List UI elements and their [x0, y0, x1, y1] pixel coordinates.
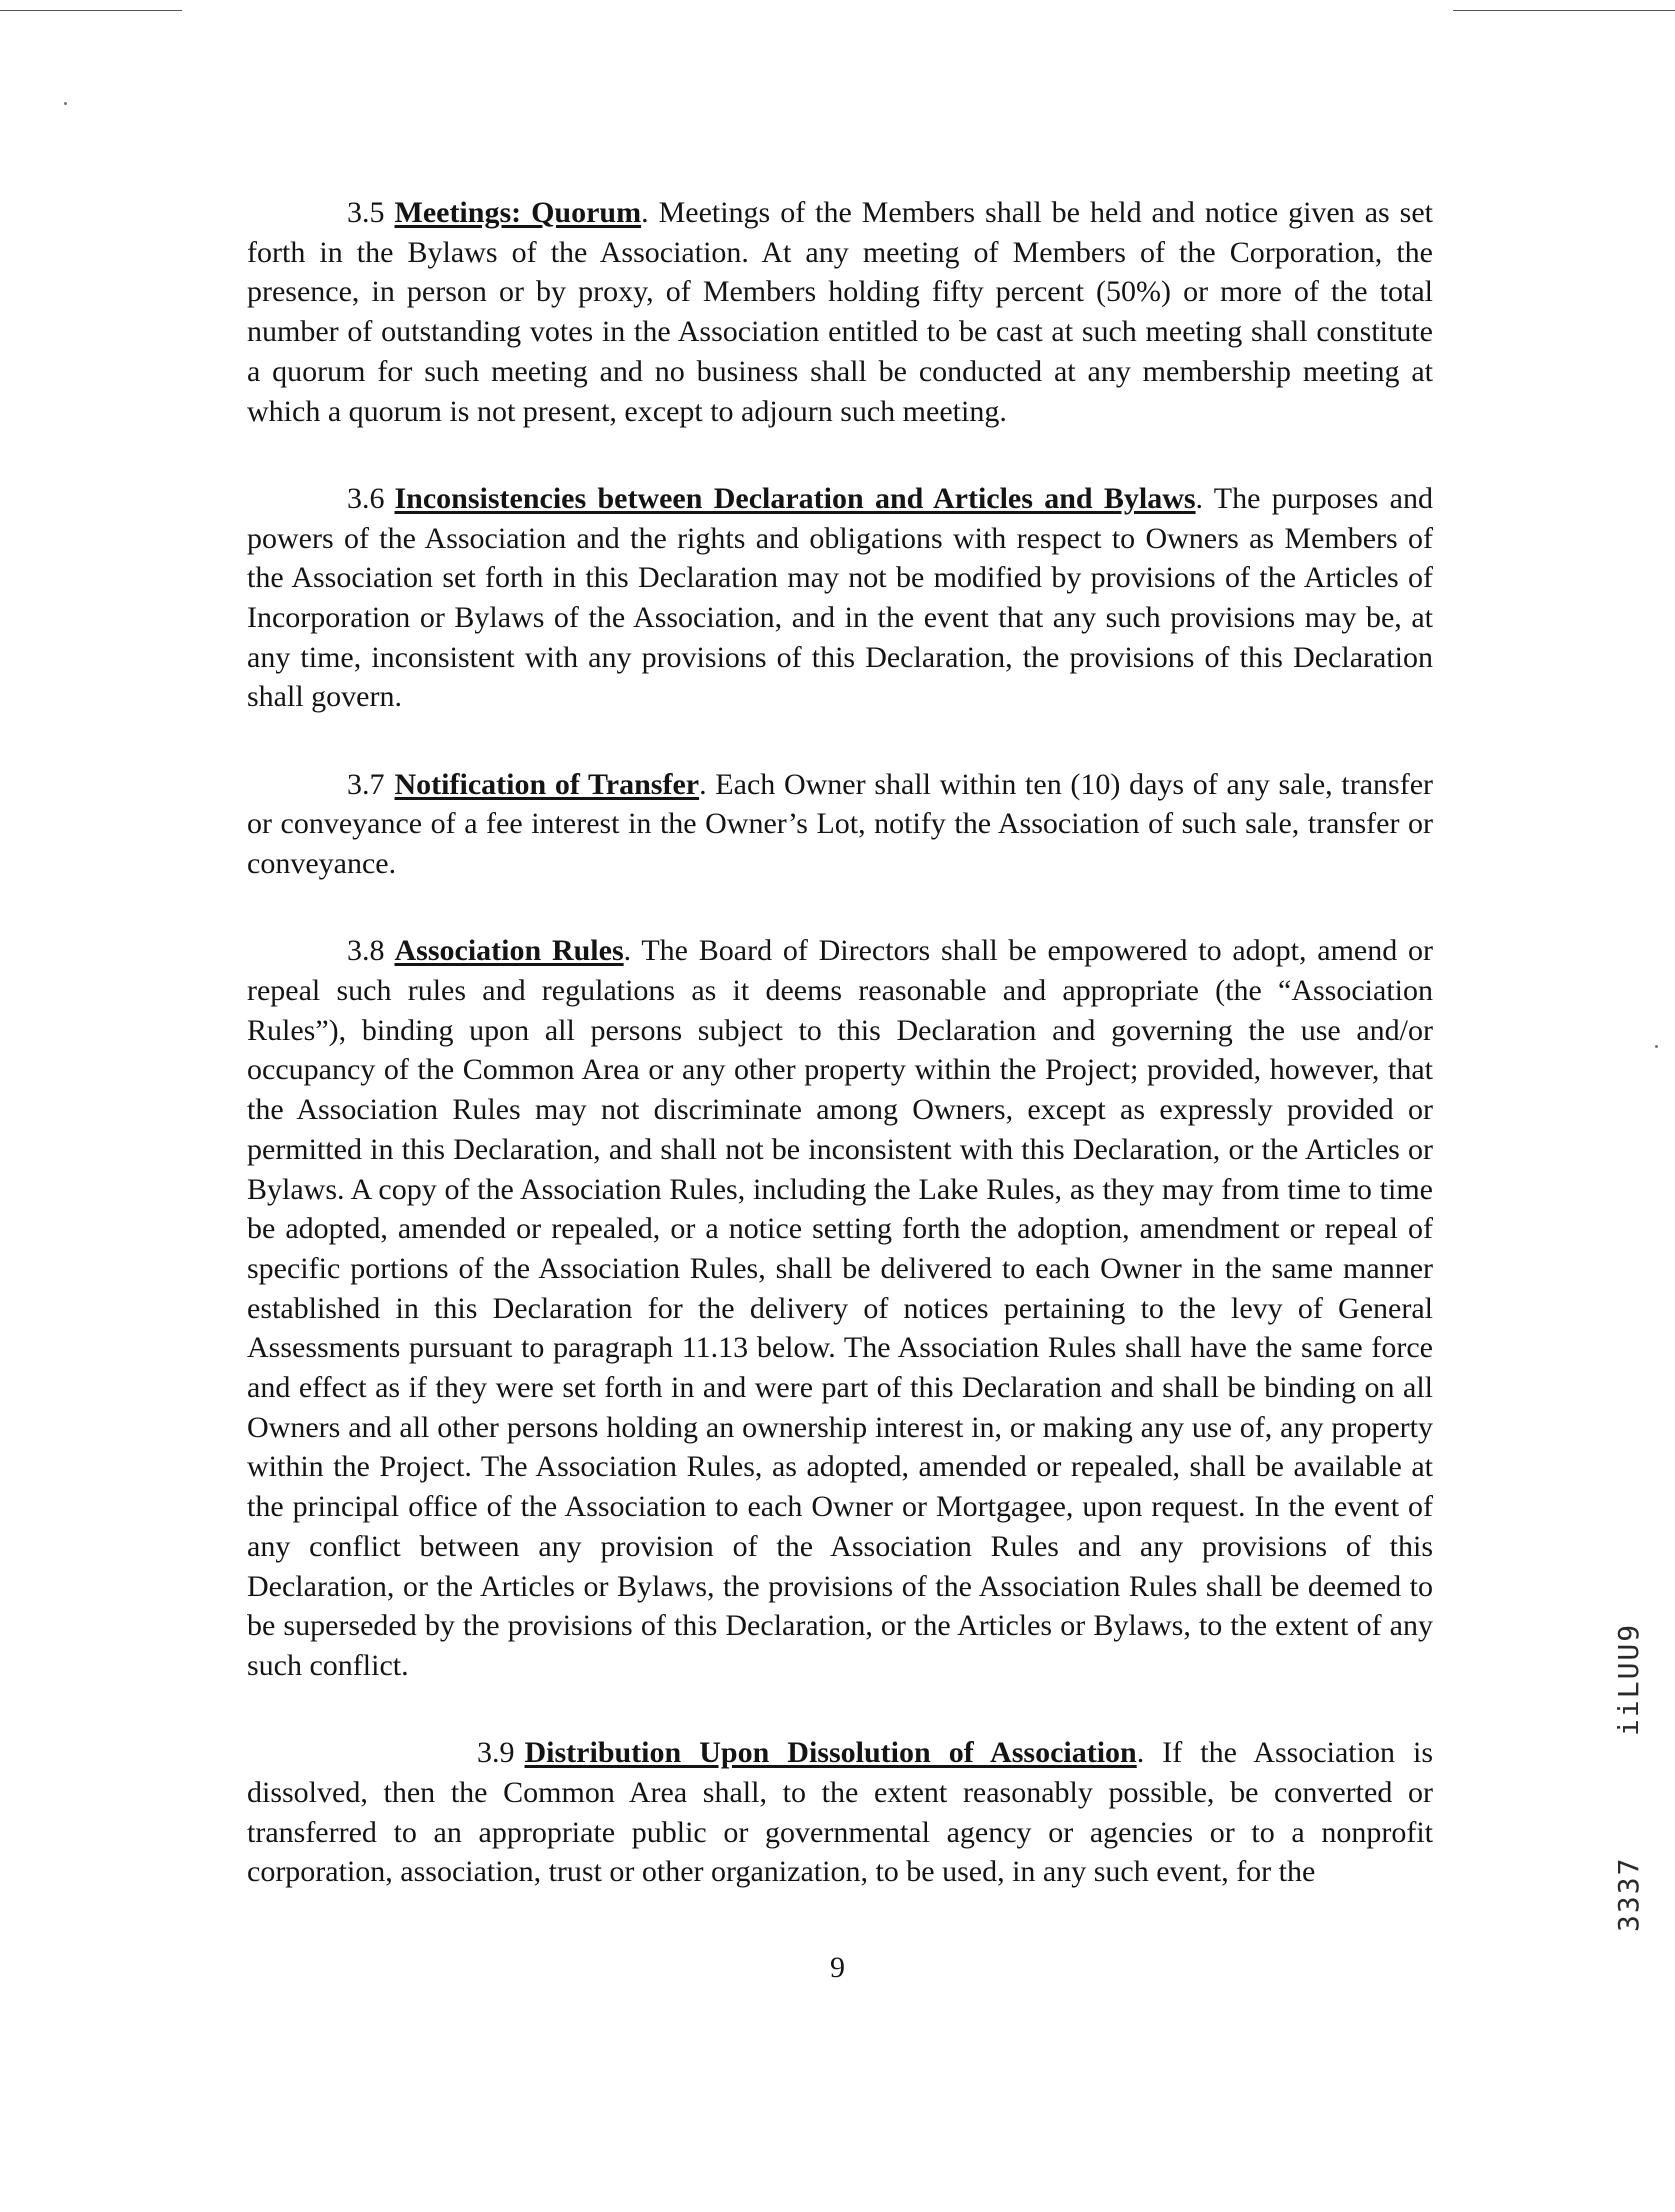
section-3-8	[247, 931, 1433, 1685]
section-3-7	[247, 765, 1433, 884]
section-body: . If the Association is dissolved, then the Common Area shall, to the extent reasonably possible, be converted or transferred to an appropriate public or governmental agency or agencies or to a nonprofit corporation, association, trust or other organization, to be used, in any such event, for the	[247, 1736, 1433, 1889]
scan-speck	[1655, 1045, 1658, 1048]
section-heading: Distribution Upon Dissolution of Association	[524, 1736, 1137, 1770]
section-body: . Each Owner shall within ten (10) days of any sale, transfer or conveyance of a fee interest in the Owner’s Lot, notify the Association of such sale, transfer or conveyance.	[247, 767, 1433, 881]
section-heading: Meetings: Quorum	[394, 196, 642, 229]
section-heading: Notification of Transfer	[394, 767, 700, 801]
section-body: . Meetings of the Members shall be held and notice given as set forth in the Bylaws of the Association. At any meeting of Members of the Corporation, the presence, in person or by proxy, of Members holding fifty percent (50%) or more of the total number of outstanding votes in the Association entitled to be cast at such meeting shall constitute a quorum for such meeting and no business shall be conducted at any membership meeting at which a quorum is not present, except to adjourn such meeting.	[247, 196, 1433, 428]
margin-stamp-lower: 3337	[1612, 1856, 1645, 1932]
scan-edge-line-left	[0, 10, 182, 11]
margin-stamp-upper: iiLUU9	[1612, 1622, 1645, 1736]
section-number: 3.5	[347, 196, 385, 229]
section-3-6	[247, 479, 1433, 717]
section-heading: Inconsistencies between Declaration and Articles and Bylaws	[394, 481, 1196, 515]
section-number: 3.7	[347, 767, 385, 801]
section-3-9	[247, 1733, 1433, 1892]
document-body	[247, 193, 1433, 1940]
section-3-5	[247, 193, 1433, 431]
page-number: 9	[830, 1951, 845, 1984]
section-heading: Association Rules	[394, 934, 624, 968]
section-body: . The Board of Directors shall be empowered to adopt, amend or repeal such rules and regulations as it deems reasonable and appropriate (the “Association Rules”), binding upon all persons subject to this Declaration and governing the use and/or occupancy of the Common Area or any other property within the Project; provided, however, that the Association Rules may not discriminate among Owners, except as expressly provided or permitted in this Declaration, and shall not be inconsistent with this Declaration, or the Articles or Bylaws. A copy of the Association Rules, including the Lake Rules, as they may from time to time be adopted, amended or repealed, or a notice setting forth the adoption, amendment or repeal of specific portions of the Association Rules, shall be delivered to each Owner in the same manner established in this Declaration for the delivery of notices pertaining to the levy of General Assessments pursuant to paragraph 11.13 below. The Association Rules shall have the same force and effect as if they were set forth in and were part of this Declaration and shall be binding on all Owners and all other persons holding an ownership interest in, or making any use of, any property within the Project. The Association Rules, as adopted, amended or repealed, shall be available at the principal office of the Association to each Owner or Mortgagee, upon request. In the event of any conflict between any provision of the Association Rules and any provisions of this Declaration, or the Articles or Bylaws, the provisions of the Association Rules shall be deemed to be superseded by the provisions of this Declaration, or the Articles or Bylaws, to the extent of any such conflict.	[247, 934, 1433, 1682]
section-number: 3.9	[477, 1736, 515, 1770]
scan-speck	[64, 102, 67, 105]
section-number: 3.6	[347, 481, 385, 515]
section-number: 3.8	[347, 934, 385, 968]
scan-edge-line-right	[1453, 10, 1675, 11]
section-body: . The purposes and powers of the Association and the rights and obligations with respect to Owners as Members of the Association set forth in this Declaration may not be modified by provisions of the Articles of Incorporation or Bylaws of the Association, and in the event that any such provisions may be, at any time, inconsistent with any provisions of this Declaration, the provisions of this Declaration shall govern.	[247, 481, 1433, 714]
